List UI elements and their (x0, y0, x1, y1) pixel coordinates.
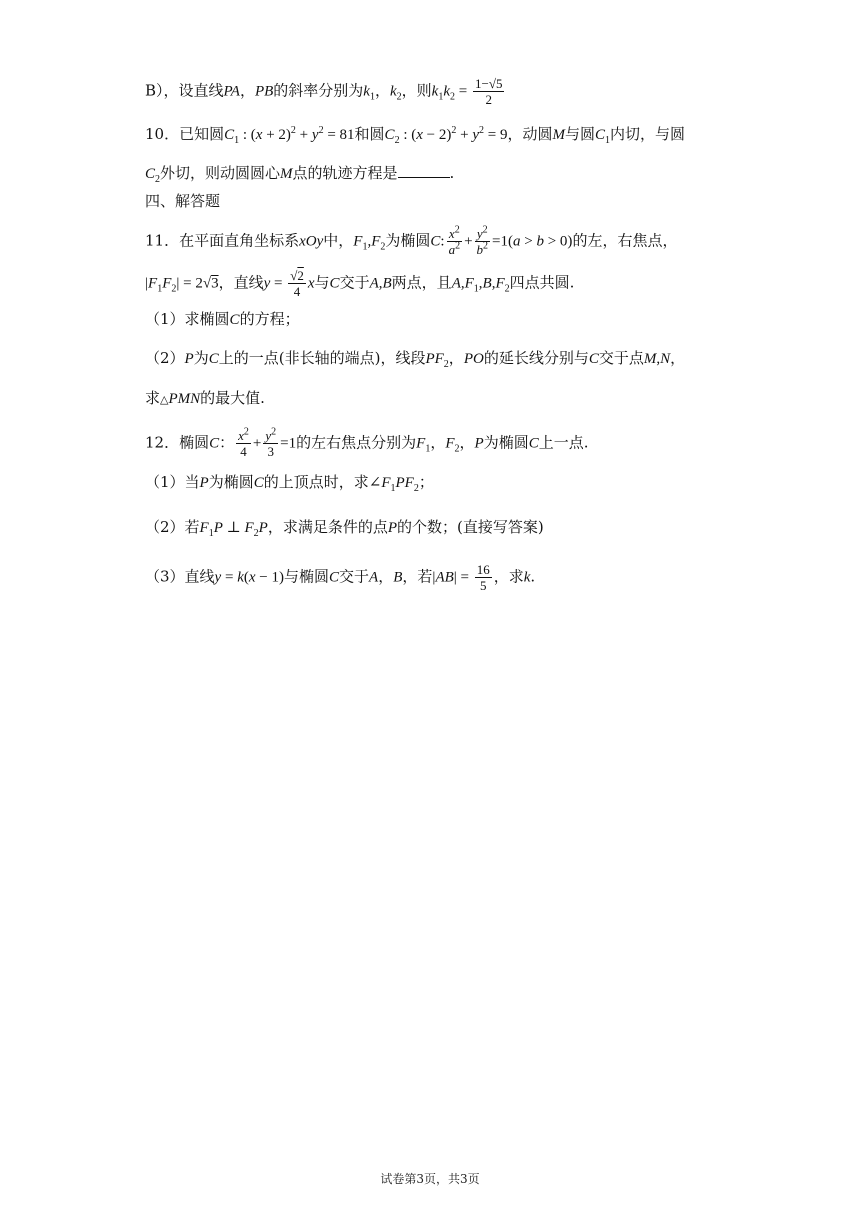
q12-part3: （3）直线y = k(x − 1)与椭圆C交于A，B，若|AB| = $\frac{16}{5}$ ，求k. (145, 562, 536, 593)
q10-text: 外切，则动圆圆心 (160, 164, 281, 182)
q12-text: 为椭圆 (483, 433, 529, 452)
section-heading: 四、解答题 (145, 192, 221, 210)
q10-text: 和圆 (354, 125, 385, 143)
q12-line1: 12．椭圆C： $\frac{x^2}{4}$ + $\frac{y^2}{3}$ =1的左右焦点分别为$F_1$，$F_2$，P为椭圆C上一点. (145, 426, 589, 459)
q12-text: 为椭圆 (208, 473, 254, 491)
q11-text: （1）求椭圆 (145, 310, 230, 328)
q11-text: （2） (145, 349, 185, 367)
q11-part2-cont: 求△PMN的最大值. (145, 389, 265, 407)
q9-text: 的斜率分别为 (273, 81, 364, 100)
q10-text: ，动圆 (507, 125, 553, 143)
frac-root2-4: $\frac{√2}{4}$ (290, 268, 304, 299)
q12-text: 上一点. (538, 433, 589, 452)
q9-sep: ， (239, 81, 255, 100)
q12-text: （1）当 (145, 473, 200, 491)
answer-blank (398, 163, 450, 178)
q11-text: 交于 (339, 273, 370, 292)
q10-text: 10．已知圆 (145, 125, 225, 143)
q12-text: 的上顶点时，求 (263, 473, 369, 491)
q11-text: 与 (314, 273, 330, 292)
q10-text: 内切，与圆 (610, 125, 686, 143)
q11-line2: $|F_1F_2| = 2√3$，直线y = $\frac{√2}{4}$ x与C交于A,B两点，且$A,F_1,B,F_2$四点共圆. (145, 268, 575, 299)
frac-x2-a2: $\frac{x^2}{a^2}$ (448, 224, 461, 257)
q12-text: 的左右焦点分别为 (296, 433, 417, 452)
page-footer: 试卷第3页，共3页 (380, 1172, 480, 1186)
q11-text: 求 (145, 389, 161, 407)
q12-text: （2）若 (145, 518, 200, 536)
q11-text: 四点共圆. (509, 273, 575, 292)
q11-text: ， (448, 349, 464, 367)
q9-frac-num: 1−√5 (474, 76, 503, 91)
q12-text: ， (430, 433, 446, 452)
q9-text: ，则 (401, 81, 432, 100)
q11-text: 为椭圆 (385, 231, 431, 250)
q12-part2: （2）若$F_1P$ ⊥ $F_2P$，求满足条件的点P的个数；(直接写答案) (145, 518, 544, 539)
q11-text: 11．在平面直角坐标系 (145, 231, 300, 250)
q12-text: 与椭圆 (284, 567, 330, 586)
q12-text: ，若 (402, 567, 433, 586)
q11-text: 的方程； (239, 310, 300, 328)
q12-text: ： (219, 433, 235, 452)
q11-text: ，直线 (218, 273, 264, 292)
q9-tail-line: B），设直线PA，PB的斜率分别为$k_1$，$k_2$，则$k_1k_2$ = $\frac{1-√5}{2}$ (145, 76, 503, 107)
q12-text: （3）直线 (145, 567, 215, 586)
q11-text: 中， (323, 231, 354, 250)
q11-text: 上的一点(非长轴的端点)，线段 (218, 349, 426, 367)
q11-text: 为 (193, 349, 209, 367)
q11-part2: （2）P为C上的一点(非长轴的端点)，线段$PF_2$，PO的延长线分别与C交于点M,N， (145, 349, 686, 370)
q11-text: 交于点 (598, 349, 644, 367)
q9-frac-den: 2 (485, 92, 492, 107)
q12-text: ， (459, 433, 475, 452)
q11-text: 两点，且 (391, 273, 452, 292)
q12-text: 的个数；(直接写答案) (397, 518, 544, 536)
q11-text: 的最大值. (200, 389, 265, 407)
frac-y2-b2: $\frac{y^2}{b^2}$ (476, 224, 489, 257)
q12-text: ，求满足条件的点 (267, 518, 388, 536)
frac-16-5: $\frac{16}{5}$ (476, 562, 490, 593)
frac-x2-4: $\frac{x^2}{4}$ (238, 426, 249, 459)
q10-period: . (449, 164, 455, 182)
q12-text: ，求 (493, 567, 524, 586)
q11-text: ， (670, 349, 686, 367)
q10-text: 与圆 (565, 125, 596, 143)
q12-text: 12．椭圆 (145, 433, 210, 452)
q9-sep: ， (374, 81, 390, 100)
q11-line1: 11．在平面直角坐标系xOy中，$F_1,F_2$为椭圆C: $\frac{x^2}{a^2}$ + $\frac{y^2}{b^2}$ =1(a > b > 0)的左，右焦点， (145, 224, 678, 257)
q11-text: 的左，右焦点， (572, 231, 678, 250)
q12-part1: （1）当P为椭圆C的上顶点时，求$\angle F_1PF_2$； (145, 473, 434, 494)
q12-text: . (530, 567, 536, 586)
q12-text: ； (418, 473, 434, 491)
q10-text: 点的轨迹方程是 (292, 164, 398, 182)
q9-fraction (473, 76, 504, 107)
q10-line2: $C_2$外切，则动圆圆心M点的轨迹方程是 . (145, 164, 455, 185)
frac-y2-3: $\frac{y^2}{3}$ (265, 426, 277, 459)
q11-part1: （1）求椭圆C的方程； (145, 310, 300, 328)
q12-text: 交于 (339, 567, 370, 586)
q10-line1: 10．已知圆$C_1$ : $(x + 2)^2 + y^2 = 81$和圆$C_2$ : $(x - 2)^2 + y^2 = 9$，动圆M与圆$C_1$内切，与圆 (145, 125, 686, 146)
q11-text: 的延长线分别与 (483, 349, 589, 367)
q9-text: B），设直线 (145, 81, 224, 100)
